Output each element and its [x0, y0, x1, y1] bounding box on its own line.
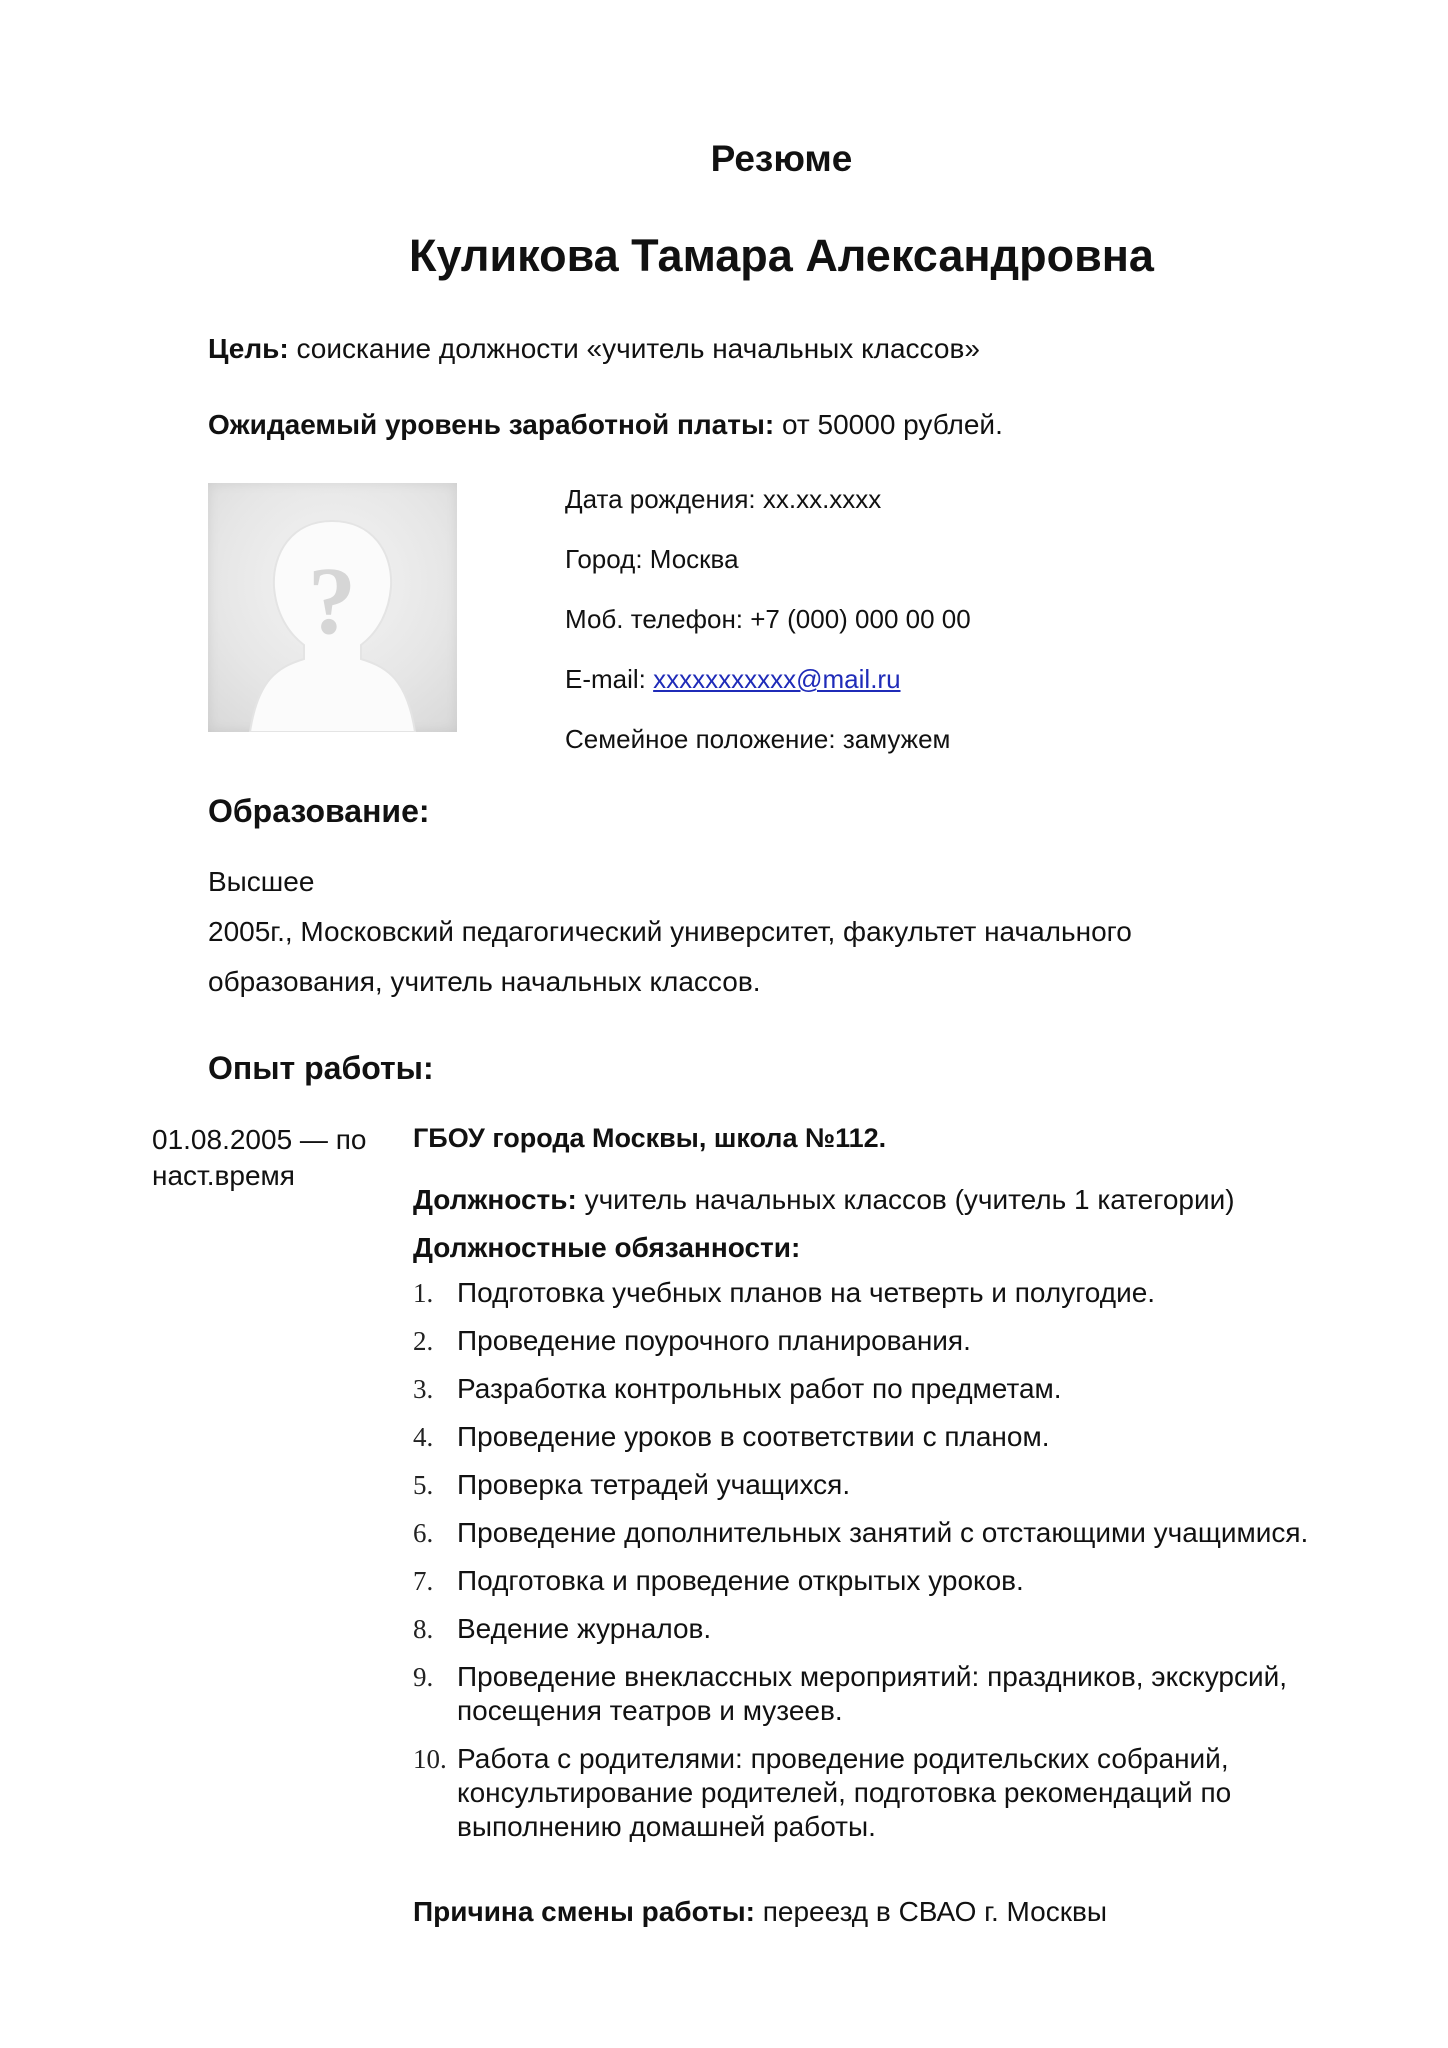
reason-line: [413, 1896, 1107, 1928]
profile-photo: [208, 483, 457, 732]
list-number: 6.: [413, 1518, 434, 1548]
duties-heading: Должностные обязанности:: [413, 1232, 801, 1263]
mobile-phone: Моб. телефон: +7 (000) 000 00 00: [565, 604, 971, 634]
list-text: Проведение дополнительных занятий с отстающими учащимися.: [457, 1517, 1309, 1548]
reason-value: переезд в СВАО г. Москвы: [762, 1896, 1107, 1927]
list-number: 10.: [413, 1744, 447, 1774]
list-item: [413, 1420, 1413, 1454]
list-item: [413, 1660, 1367, 1728]
list-text: Разработка контрольных работ по предметам.: [457, 1373, 1062, 1404]
list-text: Проведение поурочного планирования.: [457, 1325, 971, 1356]
position-value: учитель начальных классов (учитель 1 категории): [584, 1184, 1235, 1215]
experience-heading: Опыт работы:: [208, 1050, 434, 1086]
list-text: Подготовка учебных планов на четверть и полугодие.: [457, 1277, 1156, 1308]
salary-value: от 50000 рублей.: [781, 409, 1003, 440]
email-label: E-mail:: [565, 664, 654, 694]
list-number: 7.: [413, 1566, 434, 1596]
education-line-2: образования, учитель начальных классов.: [208, 966, 761, 997]
marital-status: Семейное положение: замужем: [565, 724, 951, 754]
salary-line: [208, 409, 1003, 441]
education-level: Высшее: [208, 866, 315, 897]
position-line: [413, 1184, 1235, 1216]
city: Город: Москва: [565, 544, 739, 574]
email-line: [565, 664, 901, 695]
unknown-person-icon: [208, 483, 457, 732]
list-number: 3.: [413, 1374, 434, 1404]
list-text: Ведение журналов.: [457, 1613, 712, 1644]
list-number: 9.: [413, 1662, 434, 1692]
employer: ГБОУ города Москвы, школа №112.: [413, 1123, 887, 1153]
list-item: [413, 1324, 1413, 1358]
job-period: 01.08.2005 — по наст.время: [152, 1124, 367, 1191]
salary-label: Ожидаемый уровень заработной платы:: [208, 409, 775, 440]
list-item: [413, 1468, 1413, 1502]
list-text: Проведение уроков в соответствии с планом.: [457, 1421, 1050, 1452]
list-text: Проверка тетрадей учащихся.: [457, 1469, 851, 1500]
position-label: Должность:: [413, 1184, 577, 1215]
goal-value: соискание должности «учитель начальных классов»: [296, 333, 980, 364]
education-heading: Образование:: [208, 793, 430, 829]
goal-label: Цель:: [208, 333, 289, 364]
list-item: [413, 1742, 1317, 1844]
list-item: [413, 1276, 1413, 1310]
duties-list: [413, 1276, 1413, 1858]
list-number: 8.: [413, 1614, 434, 1644]
document-title: Резюме: [710, 138, 853, 179]
list-text: Подготовка и проведение открытых уроков.: [457, 1565, 1024, 1596]
list-number: 1.: [413, 1278, 434, 1308]
goal-line: [208, 333, 980, 365]
list-number: 2.: [413, 1326, 434, 1356]
list-item: [413, 1564, 1413, 1598]
candidate-name: Куликова Тамара Александровна: [409, 230, 1154, 281]
svg-text:?: ?: [308, 547, 356, 654]
list-text: Работа с родителями: проведение родительских собраний, консультирование родителей, подготовка рекомендаций по выполнению домашней работы.: [457, 1743, 1232, 1842]
list-number: 4.: [413, 1422, 434, 1452]
list-number: 5.: [413, 1470, 434, 1500]
list-item: [413, 1612, 1413, 1646]
list-item: [413, 1372, 1413, 1406]
email-link[interactable]: xxxxxxxxxxx@mail.ru: [653, 664, 901, 694]
reason-label: Причина смены работы:: [413, 1896, 755, 1927]
birth-date: Дата рождения: хх.хх.хххх: [565, 484, 882, 514]
list-text: Проведение внеклассных мероприятий: праздников, экскурсий, посещения театров и музеев.: [457, 1661, 1288, 1726]
education-line-1: 2005г., Московский педагогический университет, факультет начального: [208, 916, 1132, 947]
list-item: [413, 1516, 1413, 1550]
